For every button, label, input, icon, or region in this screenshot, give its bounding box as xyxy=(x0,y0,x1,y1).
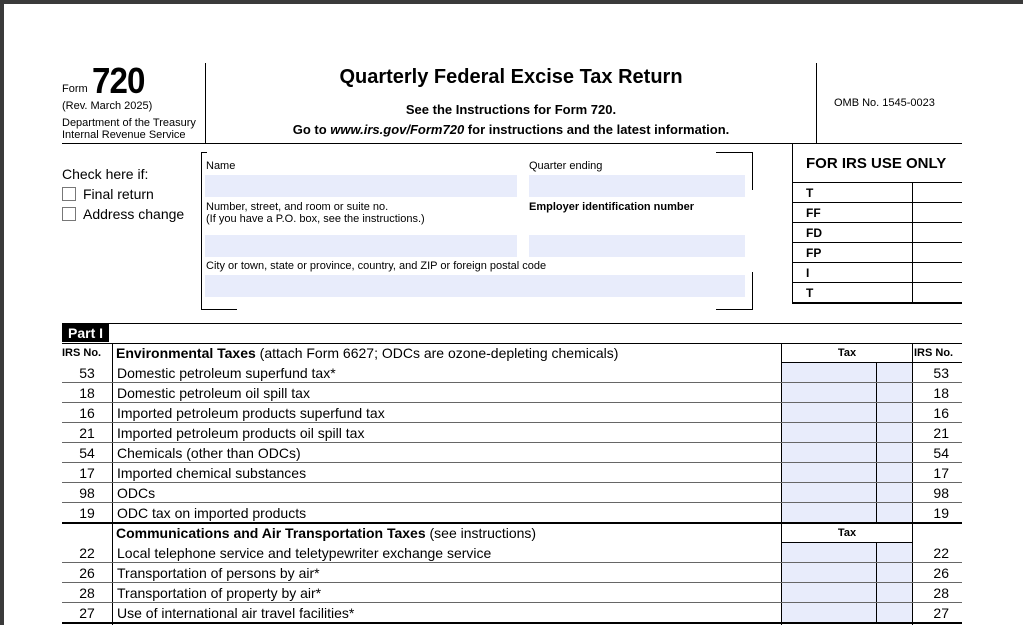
tax-amount-input[interactable] xyxy=(782,403,912,422)
tax-description: Use of international air travel facilities* xyxy=(117,605,355,621)
irs-number: 19 xyxy=(79,505,95,521)
irs-code-1: T xyxy=(806,186,814,200)
irs-number: 16 xyxy=(79,405,95,421)
tax-amount-input[interactable] xyxy=(782,443,912,462)
city-label: City or town, state or province, country, and ZIP or foreign postal code xyxy=(206,260,547,272)
col-irs-no: IRS No. xyxy=(62,347,102,359)
communications-note: (see instructions) xyxy=(425,525,537,541)
tax-description: Imported petroleum products superfund tax xyxy=(117,405,385,421)
irs-use-title: FOR IRS USE ONLY xyxy=(806,155,947,172)
tax-amount-input[interactable] xyxy=(782,363,912,382)
part1-top-rule xyxy=(62,323,962,324)
quarter-ending-label: Quarter ending xyxy=(529,160,603,172)
final-return-label: Final return xyxy=(83,186,154,202)
form-number: 720 xyxy=(92,60,145,101)
tax-amount-input[interactable] xyxy=(782,583,912,602)
section-environmental-title xyxy=(116,345,618,361)
irs-number-right: 19 xyxy=(933,505,949,521)
irs-number-right: 98 xyxy=(933,485,949,501)
bracket-tr-h xyxy=(716,152,753,153)
final-return-checkbox[interactable] xyxy=(62,187,76,201)
irs-number-right: 21 xyxy=(933,425,949,441)
revision-date: (Rev. March 2025) xyxy=(62,100,153,112)
form-word: Form xyxy=(62,83,88,95)
col-irs-no-right: IRS No. xyxy=(914,347,954,359)
tax-amount-input[interactable] xyxy=(782,503,912,522)
irs-row-rule-2 xyxy=(792,222,962,223)
ein-label: Employer identification number xyxy=(529,201,695,213)
irs-row-rule-4 xyxy=(792,262,962,263)
irs-number: 54 xyxy=(79,445,95,461)
tax-description: Transportation of persons by air* xyxy=(117,565,320,581)
tax-amount-input[interactable] xyxy=(782,423,912,442)
tax-description: Local telephone service and teletypewriter exchange service xyxy=(117,545,492,561)
irs-code-2: FF xyxy=(806,206,821,220)
irs-box-mid xyxy=(912,182,913,304)
irs-number: 98 xyxy=(79,485,95,501)
ein-input[interactable] xyxy=(529,235,745,257)
window-top-border xyxy=(0,0,1023,4)
irs-number-right: 28 xyxy=(933,585,949,601)
street-label: Number, street, and room or suite no. xyxy=(206,201,389,213)
irs-row-rule-3 xyxy=(792,242,962,243)
irs-number-right: 53 xyxy=(933,365,949,381)
irs-number-right: 22 xyxy=(933,545,949,561)
tax-description: Chemicals (other than ODCs) xyxy=(117,445,301,461)
irs-number: 22 xyxy=(79,545,95,561)
col-tax: Tax xyxy=(837,347,857,359)
irs-number-right: 54 xyxy=(933,445,949,461)
irs-code-3: FD xyxy=(806,226,822,240)
tax-amount-input[interactable] xyxy=(782,463,912,482)
irs-row-rule-6 xyxy=(792,302,962,304)
instructions-line: See the Instructions for Form 720. xyxy=(405,102,617,117)
po-box-note: (If you have a P.O. box, see the instructions.) xyxy=(206,213,425,225)
irs-row-rule-1 xyxy=(792,202,962,203)
part1-tag: Part I xyxy=(62,324,109,342)
irs-number-right: 17 xyxy=(933,465,949,481)
environmental-heading: Environmental Taxes xyxy=(116,345,256,361)
department-name: Department of the Treasury xyxy=(62,117,196,129)
irs-number: 21 xyxy=(79,425,95,441)
tax-description: ODC tax on imported products xyxy=(117,505,307,521)
irs-row-rule-5 xyxy=(792,282,962,283)
irs-code-4: FP xyxy=(806,246,822,260)
tax-description: Imported petroleum products oil spill tax xyxy=(117,425,365,441)
col-divider-irsno xyxy=(112,343,113,523)
irs-number: 28 xyxy=(79,585,95,601)
address-change-checkbox[interactable] xyxy=(62,207,76,221)
tax-amount-input[interactable] xyxy=(782,603,912,622)
bracket-bl xyxy=(201,309,237,310)
tax-amount-input[interactable] xyxy=(782,383,912,402)
irs-row-rule-0 xyxy=(792,182,962,183)
col-tax-2: Tax xyxy=(837,527,857,539)
tax-amount-input[interactable] xyxy=(782,563,912,582)
check-heading: Check here if: xyxy=(62,166,149,182)
irs-number: 26 xyxy=(79,565,95,581)
irs-number: 53 xyxy=(79,365,95,381)
omb-number: OMB No. 1545-0023 xyxy=(834,97,935,109)
irs-box-left xyxy=(792,143,793,304)
agency-name: Internal Revenue Service xyxy=(62,129,186,141)
irs-number: 27 xyxy=(79,605,95,621)
irs-number-right: 16 xyxy=(933,405,949,421)
form-title: Quarterly Federal Excise Tax Return xyxy=(339,66,683,88)
tax-description: Domestic petroleum superfund tax* xyxy=(117,365,336,381)
environmental-note: (attach Form 6627; ODCs are ozone-depleting chemicals) xyxy=(255,345,619,361)
irs-code-6: T xyxy=(806,286,814,300)
goto-prefix: Go to xyxy=(292,122,331,137)
goto-line xyxy=(206,122,816,137)
irs-number-right: 26 xyxy=(933,565,949,581)
tax-description: ODCs xyxy=(117,485,156,501)
street-input[interactable] xyxy=(205,235,517,257)
bracket-tr-v xyxy=(752,152,753,190)
bracket-br-h xyxy=(716,309,753,310)
part1-head-rule xyxy=(62,343,962,344)
irs-number-right: 27 xyxy=(933,605,949,621)
tax-description: Transportation of property by air* xyxy=(117,585,322,601)
quarter-ending-input[interactable] xyxy=(529,175,745,197)
tax-description: Imported chemical substances xyxy=(117,465,307,481)
tax-amount-input[interactable] xyxy=(782,543,912,562)
address-change-label: Address change xyxy=(83,206,185,222)
section-divider xyxy=(62,522,962,524)
city-input[interactable] xyxy=(205,275,745,297)
tax-description: Domestic petroleum oil spill tax xyxy=(117,385,310,401)
bracket-tl xyxy=(201,152,207,153)
irs-url-link[interactable]: www.irs.gov/Form720 xyxy=(330,122,465,137)
window-left-border xyxy=(0,0,4,625)
section-communications-title xyxy=(116,525,536,541)
tax-amount-input[interactable] xyxy=(782,483,912,502)
irs-number-right: 18 xyxy=(933,385,949,401)
irs-number: 17 xyxy=(79,465,95,481)
bracket-br-v xyxy=(752,272,753,310)
name-label: Name xyxy=(206,160,236,172)
header-bottom-rule xyxy=(62,143,962,144)
address-bracket-left xyxy=(201,152,202,310)
irs-code-5: I xyxy=(806,266,810,280)
header-divider-right xyxy=(816,63,817,143)
goto-suffix: for instructions and the latest information. xyxy=(464,122,730,137)
communications-heading: Communications and Air Transportation Taxes xyxy=(116,525,426,541)
name-input[interactable] xyxy=(205,175,517,197)
col-divider-irsno-2 xyxy=(112,523,113,625)
irs-number: 18 xyxy=(79,385,95,401)
page-bottom-rule xyxy=(62,622,962,624)
